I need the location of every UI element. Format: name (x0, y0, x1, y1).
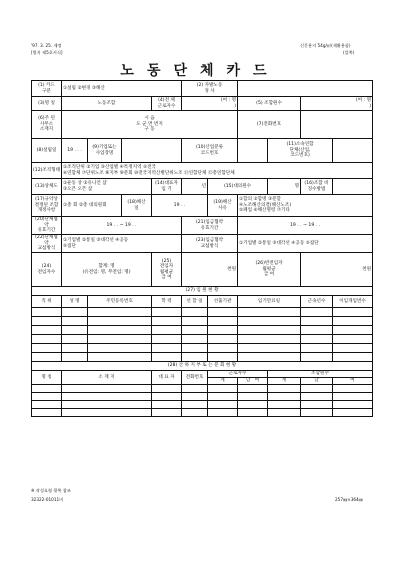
org-form-options[interactable]: ①조직단위 ②기업 ③산업별 ④특정지역 ⑤전국 ⑥연합체 ⑦단위노조 ⑧지부 ⑨분회 ⑩전국지역산별단위노조 ⑪연합단체 ⑫총연합단체 (62, 163, 373, 179)
branches-col-name: 명 칭 (32, 371, 62, 385)
table-row[interactable] (32, 335, 373, 344)
form-reference: [별지 제5호서식] (31, 50, 63, 55)
table-row[interactable] (32, 326, 373, 335)
workers-total-col: 계 (208, 378, 238, 385)
officers-col-term-end: 임기만료일 (238, 296, 301, 308)
officers-col-name: 성 명 (62, 296, 88, 308)
footer-size: 257㎜×364㎜ (335, 497, 363, 502)
officers-col-tenure: 근속년수 (301, 296, 333, 308)
ceo-term-field[interactable]: 년 (182, 179, 208, 195)
dissolve-date-label: (18)해산 일 (122, 195, 152, 217)
table-row[interactable] (32, 308, 373, 317)
delegates-label: (15)대의원수 (208, 179, 268, 195)
members-female-col: 여 (333, 378, 373, 385)
business-field[interactable] (122, 139, 182, 163)
branches-header-row (32, 371, 373, 378)
union-card-form (31, 80, 372, 490)
delegates-field[interactable]: 명 (268, 179, 301, 195)
table-row[interactable] (32, 344, 373, 353)
industry-code-label: (10)산업분류 코드번호 (182, 139, 238, 163)
officers-section-title: (27) 임 원 현 황 (32, 287, 373, 296)
wage-method-options[interactable]: ①기업별 ②통일 ③대각선 ④공동 ⑤집단 (238, 235, 373, 253)
dissolve-reason-options[interactable]: ①합의 ②합병 ③분할 ④노조해산의결(해산노조) ⑤폐업 ⑥해산명령 ⑦기타 (238, 195, 373, 217)
branches-section-title: (28) 산 하 지 부 또 는 분 회 현 황 (32, 362, 373, 371)
nonstaff-field[interactable]: 천원 (301, 253, 373, 287)
phone-label: (7)전화번호 (238, 111, 301, 139)
officers-col-id: 주민등록번호 (88, 296, 152, 308)
table-row[interactable] (32, 409, 373, 417)
self-change-field[interactable] (238, 81, 373, 97)
form-title: 노동단체카드 (120, 63, 280, 79)
industry-code-field[interactable] (238, 139, 268, 163)
table-row[interactable] (32, 385, 373, 393)
branches-col-representative: 대 표 자 (152, 371, 182, 385)
paid-staff-label: (25) 전임자 월평균 급 여 (152, 253, 182, 287)
total-workers-label: (4)전 체 근로자수 (152, 97, 182, 111)
shop-type-options[interactable]: ①운동 상 ②유니언 샵 ③오픈 오픈 샵 (62, 179, 152, 195)
founded-field[interactable]: 19 . . . (62, 139, 88, 163)
officers-header-row (32, 296, 373, 308)
paper-spec: 신문용지 54g/㎡(재활용품) (300, 43, 351, 48)
members-total-col: 계 (268, 378, 301, 385)
business-label: (9)기업또는 사업장명 (88, 139, 122, 163)
address-label: (6)주 된 사무소 소재지 (32, 111, 62, 139)
name-label: (3)명 칭 (32, 97, 62, 111)
upper-union-field[interactable] (333, 139, 373, 163)
staff-label: (24) 전임자수 (32, 253, 62, 287)
dues-field[interactable] (333, 179, 373, 195)
cba-period-label: (20)단체협약 유효기간 (32, 217, 62, 235)
wage-period-field[interactable]: 19 . . ~ 19 . . (238, 217, 373, 235)
staff-field[interactable]: 합계: 명 (유전임: 명, 무전임: 명) (62, 253, 152, 287)
table-row[interactable] (32, 353, 373, 362)
cba-period-field[interactable]: 19 . . ~ 19 . . (62, 217, 182, 235)
ceo-term-label: (14)대표자 임 기 (152, 179, 182, 195)
members-male-col: 남 (301, 378, 333, 385)
paid-staff-field[interactable]: 천원 (182, 253, 238, 287)
edition-date: '97. 3. 25. 제정 (31, 43, 62, 48)
officers-col-elected-date: 선 할 일 (182, 296, 208, 308)
address-field[interactable]: 시 읍 도 군 면 번지 구 동 (62, 111, 238, 139)
shop-type-label: (13)상체도 (32, 179, 62, 195)
dissolve-date-field[interactable]: 19 . . (152, 195, 208, 217)
table-row[interactable] (32, 393, 373, 401)
card-type-options[interactable]: ①설립 ②변경 ③해산 (62, 81, 182, 97)
branches-col-workers: 근로자수 (208, 371, 268, 378)
branches-col-phone: 전화번호 (182, 371, 208, 385)
union-members-field[interactable]: (여 : 명 ) (301, 97, 373, 111)
table-row[interactable] (32, 317, 373, 326)
form-table (31, 80, 373, 417)
dues-label: (16)조합 비 징수방법 (301, 179, 333, 195)
cba-method-label: (22)단체협약 교섭방식 (32, 235, 62, 253)
phone-field[interactable] (301, 111, 373, 139)
table-row[interactable] (32, 401, 373, 409)
branches-col-location: 소 재 지 (62, 371, 152, 385)
bylaws-options[interactable]: ①총 회 ②총 대의원회 (62, 195, 122, 217)
org-form-label: (12)조직형태 (32, 163, 62, 179)
dissolve-reason-label: (19)해산 사유 (208, 195, 238, 217)
bylaws-label: (17)규약상 결정된 조합 개정사항 (32, 195, 62, 217)
footer-note: ※ 작성요령 뒷쪽 참조 (31, 488, 71, 493)
page-side: (앞쪽) (343, 50, 355, 55)
total-workers-field[interactable]: (여 : 명 ) (182, 97, 238, 111)
workers-male-col: 남 여 (238, 378, 268, 385)
upper-union-label: (11)소속연합 단체(산업, 코드번호) (268, 139, 333, 163)
founded-label: (8)설립일 (32, 139, 62, 163)
wage-method-label: (23)임금협약 교섭방식 (182, 235, 238, 253)
branches-col-members: 조합원수 (268, 371, 373, 378)
officers-col-education: 학 력 (152, 296, 182, 308)
officers-col-electing-body: 선출기관 (208, 296, 238, 308)
officers-col-terms: 이임개임번수 (333, 296, 373, 308)
cba-method-options[interactable]: ①기업별 ②통일 ③대각선 ④공동 ⑤집단 (62, 235, 182, 253)
union-members-label: (5) 조합원수 (238, 97, 301, 111)
wage-period-label: (21)임금협약 유효기간 (182, 217, 238, 235)
card-type-label: (1) 카드 구분 (32, 81, 62, 97)
name-field[interactable]: 노동조합 (62, 97, 152, 111)
footer-code: 32322-01011비 (31, 497, 64, 502)
nonstaff-label: (26)반전임자 월평균 급 여 (238, 253, 301, 287)
officers-col-position: 직 위 (32, 296, 62, 308)
self-change-label: (2) 자발노동 경 사 (182, 81, 238, 97)
